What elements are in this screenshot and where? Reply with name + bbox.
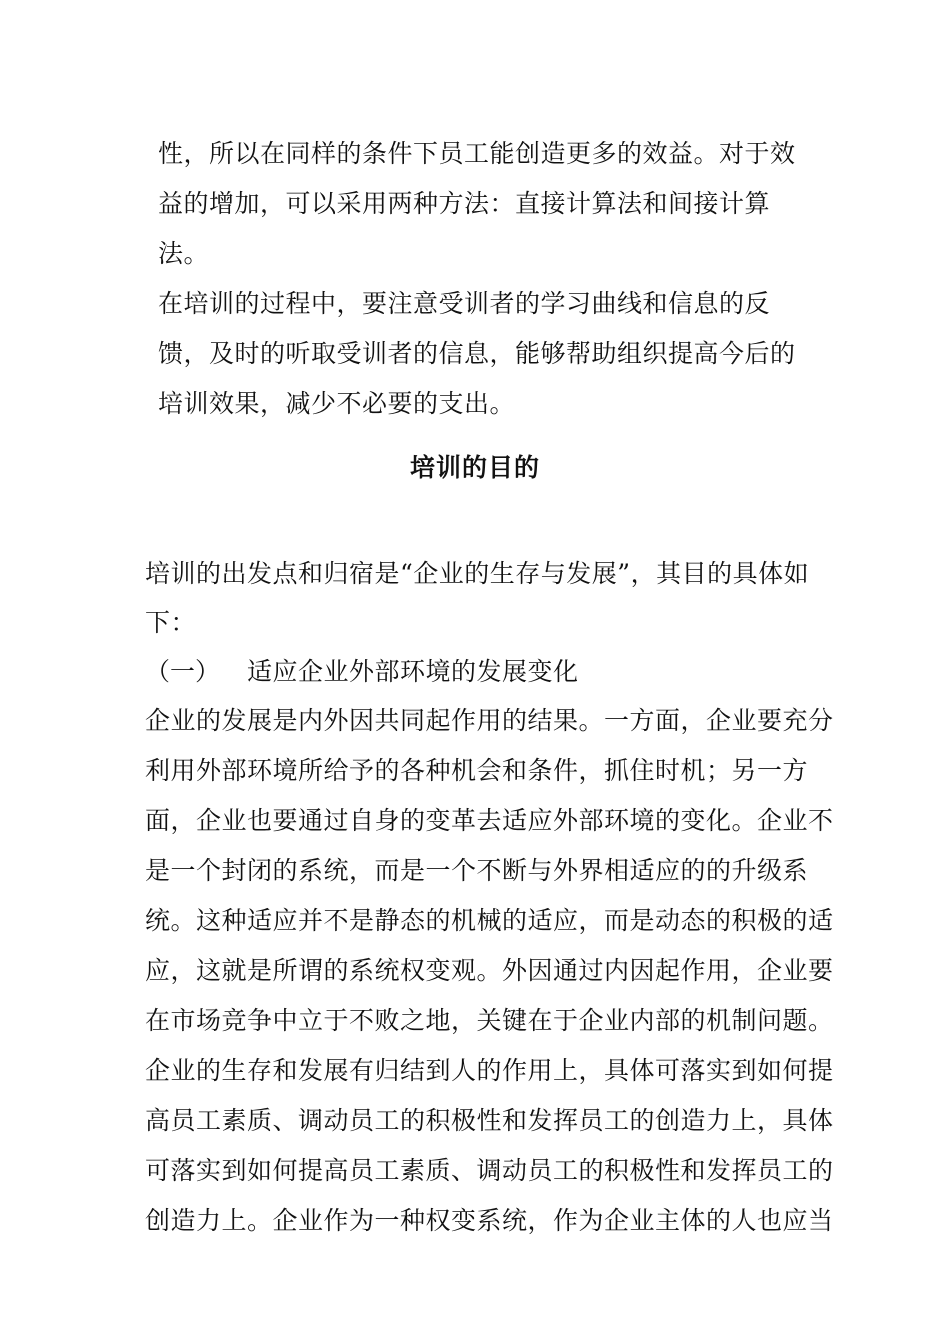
section-title: 培训的目的 [409, 453, 540, 482]
paragraph-line: 性，所以在同样的条件下员工能创造更多的效益。对于效 [158, 139, 796, 168]
paragraph-line: 是一个封闭的系统，而是一个不断与外界相适应的的升级系 [145, 856, 809, 885]
paragraph-line: 培训的出发点和归宿是“企业的生存与发展”，其目的具体如 [145, 559, 810, 588]
paragraph-line: 在市场竞争中立于不败之地，关键在于企业内部的机制问题。 [145, 1006, 834, 1035]
paragraph-line: 馈，及时的听取受训者的信息，能够帮助组织提高今后的 [158, 339, 796, 368]
subsection-number: （一） [145, 657, 221, 686]
paragraph-line: 培训效果，减少不必要的支出。 [158, 389, 516, 418]
paragraph-line: 企业的发展是内外因共同起作用的结果。一方面，企业要充分 [145, 706, 834, 735]
paragraph-line: 应，这就是所谓的系统权变观。外因通过内因起作用，企业要 [145, 956, 834, 985]
paragraph-line: 利用外部环境所给予的各种机会和条件，抓住时机；另一方 [145, 756, 809, 785]
paragraph-line: 高员工素质、调动员工的积极性和发挥员工的创造力上，具体 [145, 1106, 834, 1135]
subsection-title: 适应企业外部环境的发展变化 [247, 657, 579, 686]
paragraph-line: 面，企业也要通过自身的变革去适应外部环境的变化。企业不 [145, 806, 834, 835]
paragraph-line: 创造力上。企业作为一种权变系统，作为企业主体的人也应当 [145, 1206, 834, 1235]
paragraph-line: 益的增加，可以采用两种方法：直接计算法和间接计算 [158, 189, 771, 218]
paragraph-line: 可落实到如何提高员工素质、调动员工的积极性和发挥员工的 [145, 1156, 834, 1185]
paragraph-line: 下： [145, 608, 197, 637]
paragraph-line: 统。这种适应并不是静态的机械的适应，而是动态的积极的适 [145, 906, 834, 935]
paragraph-line: 法。 [158, 239, 210, 268]
paragraph-line: 企业的生存和发展有归结到人的作用上，具体可落实到如何提 [145, 1056, 834, 1085]
paragraph-line: 在培训的过程中，要注意受训者的学习曲线和信息的反 [158, 289, 771, 318]
